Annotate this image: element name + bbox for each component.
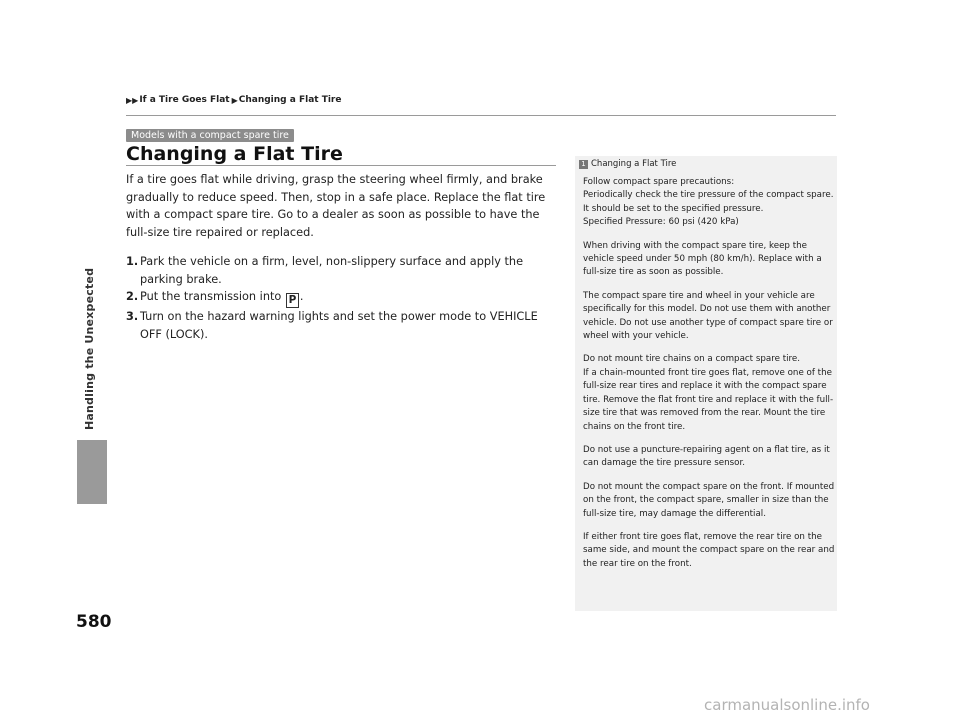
- step-text: Turn on the hazard warning lights and set the power mode to VEHICLE OFF (LOCK).: [140, 310, 538, 341]
- breadcrumb-current: Changing a Flat Tire: [238, 95, 342, 105]
- breadcrumb: [126, 95, 341, 105]
- note-header: [579, 159, 676, 169]
- list-item: [126, 253, 558, 288]
- model-badge: Models with a compact spare tire: [126, 129, 294, 142]
- step-number: 1.: [126, 255, 139, 268]
- park-key-icon: P: [286, 293, 299, 308]
- list-item: [126, 308, 558, 343]
- side-note: [575, 156, 837, 611]
- note-paragraph: When driving with the compact spare tire, keep the vehicle speed under 50 mph (80 km/h). Replace with a full-size tire as soon as possible.: [583, 240, 822, 278]
- note-paragraph: If either front tire goes flat, remove the rear tire on the same side, and mount the compact spare on the rear and the rear tire on the front.: [583, 531, 835, 569]
- list-item: [126, 288, 558, 308]
- note-number-icon: 1: [579, 160, 588, 169]
- step-text: [140, 288, 304, 308]
- breadcrumb-arrow-icon: ▶▶: [126, 95, 139, 105]
- section-label: Handling the Unexpected: [83, 267, 96, 430]
- note-heading: Changing a Flat Tire: [591, 159, 677, 169]
- breadcrumb-parent[interactable]: If a Tire Goes Flat: [139, 95, 230, 105]
- note-body: [583, 176, 835, 581]
- note-paragraph: Do not use a puncture-repairing agent on a flat tire, as it can damage the tire pressure sensor.: [583, 444, 830, 469]
- side-tab-marker: [77, 440, 107, 504]
- step-text-part: .: [299, 290, 304, 303]
- step-number: 2.: [126, 290, 139, 303]
- note-paragraph: The compact spare tire and wheel in your vehicle are specifically for this model. Do not use them with another vehicle. Do not use another type of compact spare tire or wheel with your vehicle.: [583, 290, 833, 342]
- step-number: 3.: [126, 310, 139, 323]
- title-divider: [126, 165, 556, 166]
- intro-paragraph: If a tire goes flat while driving, grasp the steering wheel firmly, and brake gradually to reduce speed. Then, stop in a safe place. Replace the flat tire with a compact spare tire. Go to a dealer as soon as possible to have the full-size tire repaired or replaced.: [126, 173, 546, 239]
- step-text-part: Put the transmission into: [140, 290, 285, 303]
- page-title: Changing a Flat Tire: [126, 143, 343, 165]
- note-paragraph: Do not mount the compact spare on the front. If mounted on the front, the compact spare, smaller in size than the full-size tire, may damage the differential.: [583, 481, 835, 519]
- note-paragraph: Follow compact spare precautions: Periodically check the tire pressure of the compact spare. It should be set to the specified pressure. Specified Pressure: 60 psi (420 kPa): [583, 177, 834, 228]
- breadcrumb-arrow-icon: ▶: [231, 95, 238, 105]
- page-number: 580: [76, 612, 112, 632]
- steps-list: [126, 253, 558, 343]
- header-divider: [126, 115, 836, 116]
- step-text: Park the vehicle on a firm, level, non-slippery surface and apply the parking brake.: [140, 255, 524, 286]
- note-paragraph: Do not mount tire chains on a compact spare tire. If a chain-mounted front tire goes flat, remove one of the full-size rear tires and replace it with the compact spare tire. Remove the flat front tire and replace it with the full-size tire that was removed from the rear. Mount the tire chains on the front tire.: [583, 354, 834, 432]
- main-content: [126, 171, 558, 343]
- watermark: carmanualsonline.info: [704, 696, 870, 714]
